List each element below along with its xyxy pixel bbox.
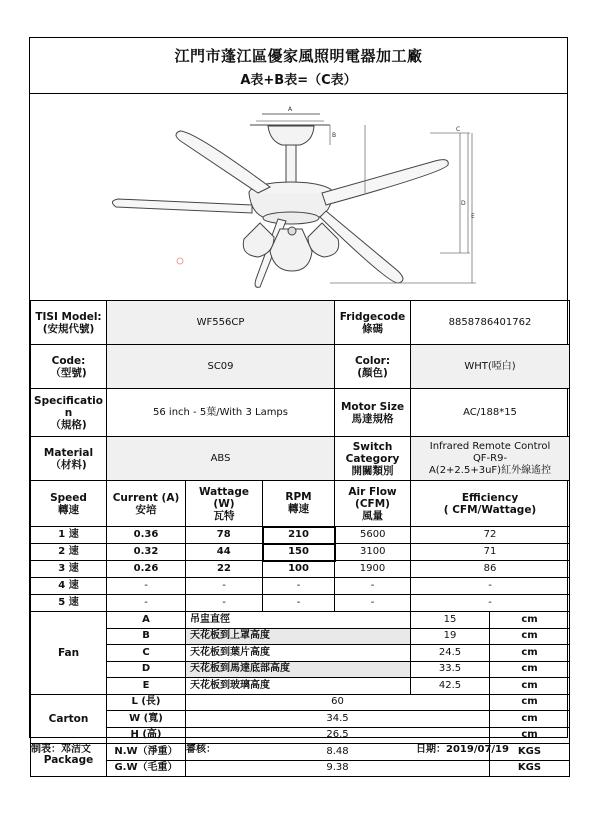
- carton-key: H (高): [107, 727, 186, 744]
- code-value: SC09: [107, 345, 335, 389]
- table-row: [31, 578, 570, 595]
- color-value: WHT(啞白): [411, 345, 570, 389]
- wattage-header: Wattage (W) 瓦特: [186, 481, 263, 527]
- dim-unit: cm: [490, 678, 570, 695]
- efficiency-header: Efficiency ( CFM/Wattage): [411, 481, 570, 527]
- current-header: Current (A) 安培: [107, 481, 186, 527]
- airflow-header: Air Flow (CFM) 風量: [335, 481, 411, 527]
- table-row: [31, 612, 570, 629]
- carton-key: L (長): [107, 694, 186, 711]
- current-cell: 0.26: [107, 561, 186, 578]
- efficiency-cell: 72: [411, 527, 570, 544]
- carton-unit: cm: [490, 694, 570, 711]
- package-unit: KGS: [490, 760, 570, 777]
- dim-value: 15: [411, 612, 490, 629]
- efficiency-cell: -: [411, 595, 570, 612]
- package-key: G.W（毛重）: [107, 760, 186, 777]
- efficiency-cell: -: [411, 578, 570, 595]
- dim-key: B: [107, 628, 186, 645]
- carton-value: 26.5: [186, 727, 490, 744]
- wattage-cell: 78: [186, 527, 263, 544]
- rpm-header: RPM 轉速: [263, 481, 335, 527]
- dim-label-b: B: [332, 132, 337, 139]
- spec-table: [30, 300, 570, 777]
- reviewed-by: 審核：: [186, 744, 216, 755]
- wattage-cell: 22: [186, 561, 263, 578]
- dim-desc: 天花板到馬達底部高度: [186, 661, 411, 678]
- dim-key: C: [107, 645, 186, 662]
- table-row: [31, 628, 570, 645]
- rpm-cell: 150: [263, 544, 335, 561]
- table-row: [31, 527, 570, 544]
- specification-value: 56 inch - 5葉/With 3 Lamps: [107, 389, 335, 437]
- sheet-header: [30, 38, 567, 94]
- dim-label-d: D: [461, 200, 466, 207]
- specification-label: Specificatio n （規格): [31, 389, 107, 437]
- dim-label-e: E: [471, 213, 475, 220]
- speed-cell: 2 速: [31, 544, 107, 561]
- dim-unit: cm: [490, 661, 570, 678]
- dim-desc: 天花板到上罩高度: [186, 628, 411, 645]
- dim-key: E: [107, 678, 186, 695]
- current-cell: 0.36: [107, 527, 186, 544]
- dim-label-a: A: [288, 106, 293, 113]
- ceiling-fan-drawing: [30, 93, 567, 300]
- mark-dot: [177, 258, 183, 264]
- dim-desc: 天花板到玻璃高度: [186, 678, 411, 695]
- tisi-model-value: WF556CP: [107, 301, 335, 345]
- table-row: [31, 694, 570, 711]
- speed-cell: 5 速: [31, 595, 107, 612]
- airflow-cell: -: [335, 578, 411, 595]
- carton-unit: cm: [490, 711, 570, 728]
- rpm-cell: -: [263, 595, 335, 612]
- airflow-cell: 3100: [335, 544, 411, 561]
- dim-unit: cm: [490, 645, 570, 662]
- package-value: 9.38: [186, 760, 490, 777]
- dim-unit: cm: [490, 628, 570, 645]
- company-name: 江門市蓬江區優家風照明電器加工廠: [174, 47, 423, 65]
- dim-value: 42.5: [411, 678, 490, 695]
- table-row: [31, 760, 570, 777]
- carton-unit: cm: [490, 727, 570, 744]
- prepared-by: 制表：邓洁文: [31, 744, 91, 755]
- sheet-date: 日期：2019/07/19: [416, 744, 509, 755]
- fridgecode-label: Fridgecode 條碼: [335, 301, 411, 345]
- table-row: [31, 678, 570, 695]
- table-row: [31, 661, 570, 678]
- rpm-cell: -: [263, 578, 335, 595]
- airflow-cell: -: [335, 595, 411, 612]
- switch-category-label: Switch Category 開關類別: [335, 437, 411, 481]
- material-value: ABS: [107, 437, 335, 481]
- dim-key: D: [107, 661, 186, 678]
- table-row: [31, 645, 570, 662]
- dim-desc: 天花板到葉片高度: [186, 645, 411, 662]
- downrod: [286, 145, 296, 185]
- table-row: [31, 711, 570, 728]
- fan-blade: [322, 160, 448, 205]
- color-label: Color: (顏色): [335, 345, 411, 389]
- dim-value: 19: [411, 628, 490, 645]
- wattage-cell: 44: [186, 544, 263, 561]
- efficiency-cell: 86: [411, 561, 570, 578]
- table-row: [31, 561, 570, 578]
- material-label: Material （材料): [31, 437, 107, 481]
- dim-value: 24.5: [411, 645, 490, 662]
- dim-value: 33.5: [411, 661, 490, 678]
- motor-size-value: AC/188*15: [411, 389, 570, 437]
- package-key: N.W（淨重）: [107, 744, 186, 761]
- fan-blade: [176, 131, 270, 193]
- code-label: Code: （型號): [31, 345, 107, 389]
- carton-label: Carton: [31, 694, 107, 744]
- table-row: [31, 544, 570, 561]
- wattage-cell: -: [186, 595, 263, 612]
- dim-label-c: C: [456, 126, 461, 133]
- tisi-model-label: TISI Model: (安規代號): [31, 301, 107, 345]
- current-cell: -: [107, 578, 186, 595]
- airflow-cell: 5600: [335, 527, 411, 544]
- current-cell: -: [107, 595, 186, 612]
- dim-key: A: [107, 612, 186, 629]
- rpm-cell: 210: [263, 527, 335, 544]
- fan-blade: [112, 199, 252, 213]
- fridgecode-value: 8858786401762: [411, 301, 570, 345]
- fan-label: Fan: [31, 612, 107, 695]
- switch-category-value: Infrared Remote Control QF-R9- A(2+2.5+3uF)紅外線遙控: [411, 437, 570, 481]
- sheet-subtitle: A表+B表=（C表）: [240, 73, 357, 88]
- speed-header: Speed 轉速: [31, 481, 107, 527]
- carton-value: 60: [186, 694, 490, 711]
- speed-cell: 4 速: [31, 578, 107, 595]
- airflow-cell: 1900: [335, 561, 411, 578]
- package-unit: KGS: [490, 744, 570, 761]
- carton-value: 34.5: [186, 711, 490, 728]
- dim-desc: 吊盅直徑: [186, 612, 411, 629]
- fan-diagram: [30, 93, 567, 301]
- current-cell: 0.32: [107, 544, 186, 561]
- rpm-cell: 100: [263, 561, 335, 578]
- table-row: [31, 595, 570, 612]
- speed-cell: 3 速: [31, 561, 107, 578]
- efficiency-cell: 71: [411, 544, 570, 561]
- package-label: Package: [31, 744, 107, 777]
- motor-size-label: Motor Size 馬達規格: [335, 389, 411, 437]
- carton-key: W (寬): [107, 711, 186, 728]
- dim-unit: cm: [490, 612, 570, 629]
- canopy: [268, 126, 314, 145]
- wattage-cell: -: [186, 578, 263, 595]
- speed-cell: 1 速: [31, 527, 107, 544]
- package-value: 8.48: [186, 744, 490, 761]
